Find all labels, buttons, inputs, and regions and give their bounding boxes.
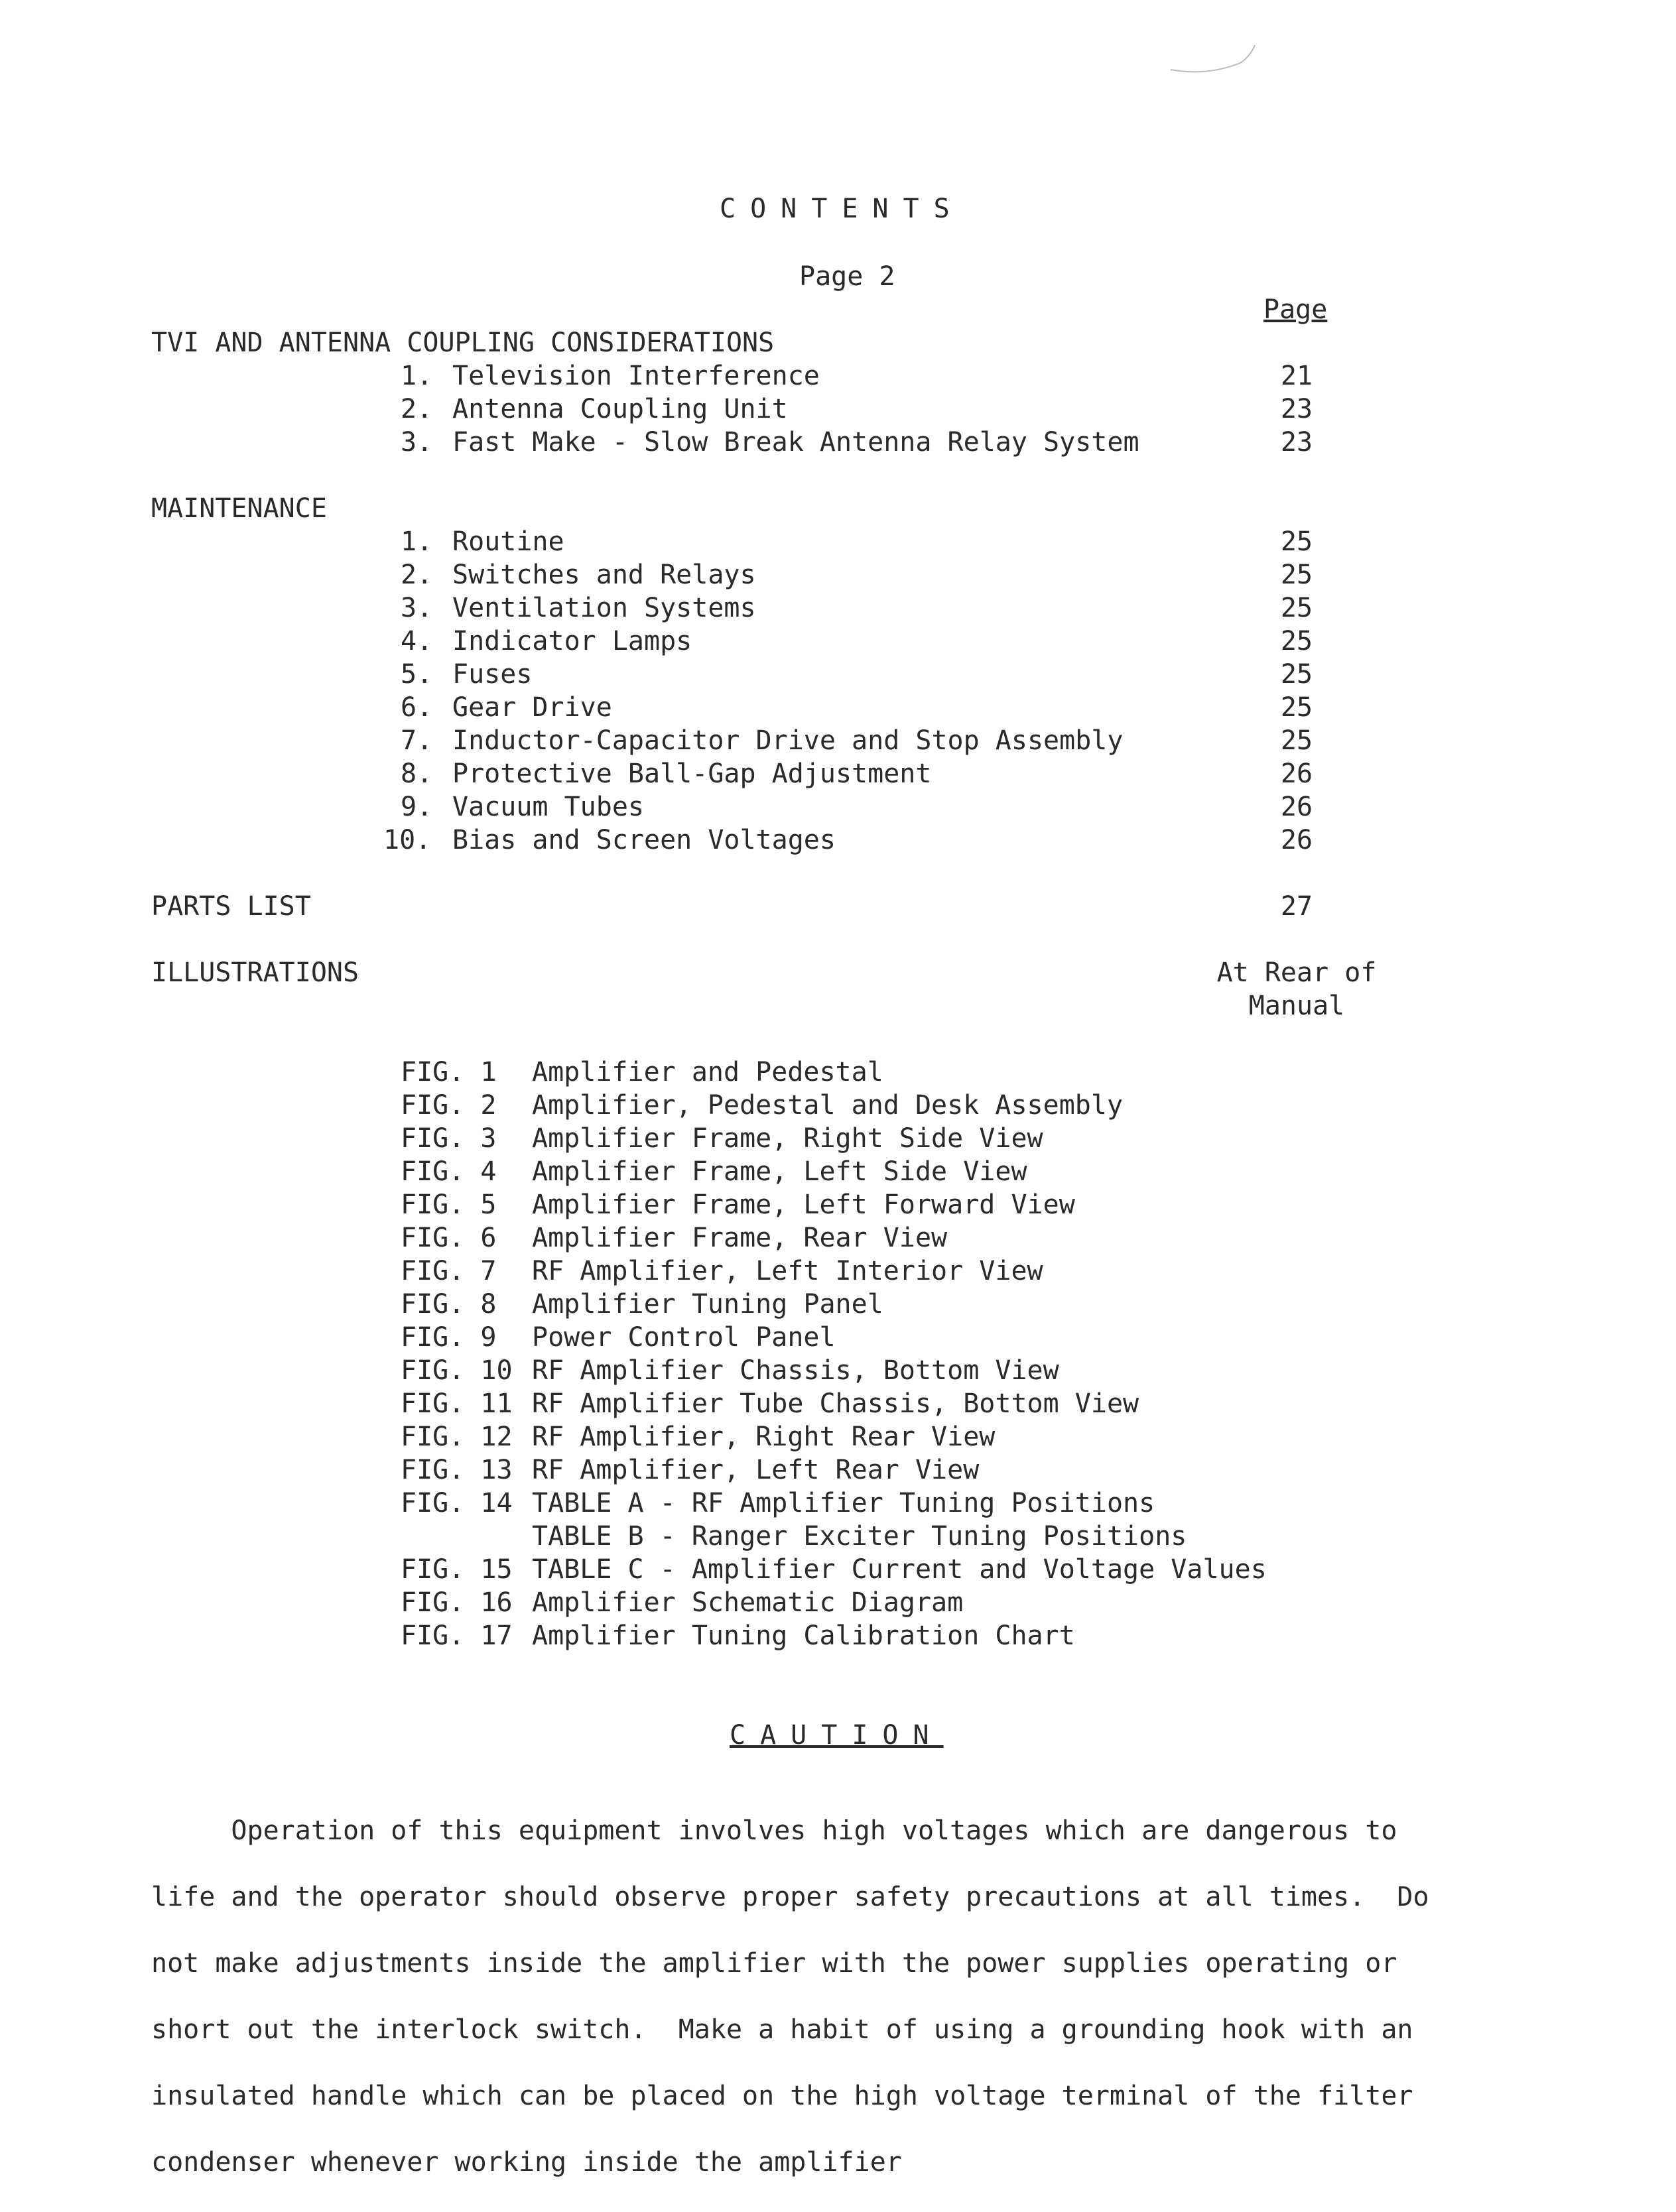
figure-title: RF Amplifier Tube Chassis, Bottom View [532,1388,1139,1419]
toc-item-number: 9. [401,792,433,822]
caution-line: short out the interlock switch. Make a habit of using a grounding hook with an [151,2014,1413,2045]
toc-item-number: 4. [401,626,433,656]
toc-item-page: 23 [1280,394,1313,424]
toc-item-page: 25 [1280,593,1313,623]
toc-item-number: 1. [401,526,433,557]
figure-label: FIG. 7 [401,1256,497,1286]
figure-label: FIG. 14 [401,1488,513,1518]
caution-line: Operation of this equipment involves high voltages which are dangerous to [151,1815,1397,1846]
illustrations-heading: ILLUSTRATIONS [151,957,359,988]
toc-item-number: 5. [401,659,433,690]
toc-item-number: 2. [401,560,433,590]
figure-title: Amplifier and Pedestal [532,1057,883,1087]
scan-mark-icon [1167,40,1260,86]
toc-item-page: 25 [1280,626,1313,656]
figure-title: Amplifier Frame, Left Forward View [532,1190,1075,1220]
illustrations-location-line1: At Rear of [1216,957,1377,988]
figure-label: FIG. 5 [401,1190,497,1220]
caution-line: life and the operator should observe proper safety precautions at all times. Do [151,1882,1429,1912]
figure-label: FIG. 16 [401,1587,513,1618]
toc-item-page: 21 [1280,361,1313,391]
toc-item-number: 3. [401,593,433,623]
caution-line: insulated handle which can be placed on the high voltage terminal of the filter [151,2081,1413,2111]
toc-item-text: Fuses [452,659,533,690]
parts-list-page: 27 [1280,891,1313,922]
toc-item-text: Fast Make - Slow Break Antenna Relay System [452,427,1139,458]
toc-item-text: Protective Ball-Gap Adjustment [452,759,932,789]
toc-item-number: 2. [401,394,433,424]
figure-label: FIG. 3 [401,1123,497,1154]
toc-item-text: Antenna Coupling Unit [452,394,788,424]
parts-list-heading: PARTS LIST [151,891,311,922]
figure-title: Amplifier Frame, Left Side View [532,1156,1027,1187]
toc-item-page: 25 [1280,725,1313,756]
figure-label: FIG. 9 [401,1322,497,1353]
figure-label: FIG. 1 [401,1057,497,1087]
figure-title: Amplifier Frame, Right Side View [532,1123,1043,1154]
figure-title: TABLE B - Ranger Exciter Tuning Positions [532,1521,1187,1552]
figure-label: FIG. 6 [401,1223,497,1253]
toc-item-number: 10. [383,825,432,855]
figure-label: FIG. 12 [401,1422,513,1452]
toc-item-page: 25 [1280,692,1313,723]
toc-item-text: Bias and Screen Voltages [452,825,836,855]
figure-title: RF Amplifier, Right Rear View [532,1422,996,1452]
section-heading-tvi: TVI AND ANTENNA COUPLING CONSIDERATIONS [151,328,775,358]
figure-label: FIG. 2 [401,1090,497,1121]
toc-item-text: Ventilation Systems [452,593,756,623]
toc-item-page: 25 [1280,659,1313,690]
figure-title: TABLE C - Amplifier Current and Voltage Values [532,1554,1267,1585]
figure-title: TABLE A - RF Amplifier Tuning Positions [532,1488,1155,1518]
figure-title: Amplifier Frame, Rear View [532,1223,948,1253]
figure-label: FIG. 13 [401,1455,513,1485]
toc-item-text: Gear Drive [452,692,612,723]
toc-item-text: Switches and Relays [452,560,756,590]
section-heading-maintenance: MAINTENANCE [151,493,327,524]
figure-title: RF Amplifier, Left Rear View [532,1455,980,1485]
figure-title: Amplifier Schematic Diagram [532,1587,964,1618]
toc-item-page: 26 [1280,825,1313,855]
caution-title: CAUTION [730,1720,944,1751]
toc-item-page: 25 [1280,560,1313,590]
caution-line: condenser whenever working inside the amplifier [151,2147,902,2178]
illustrations-location-line2: Manual [1248,991,1345,1021]
figure-title: Amplifier, Pedestal and Desk Assembly [532,1090,1124,1121]
figure-label: FIG. 4 [401,1156,497,1187]
figure-label: FIG. 17 [401,1621,513,1651]
figure-title: RF Amplifier Chassis, Bottom View [532,1355,1059,1386]
figure-label: FIG. 8 [401,1289,497,1320]
figure-label: FIG. 10 [401,1355,513,1386]
toc-item-text: Inductor-Capacitor Drive and Stop Assembly [452,725,1124,756]
figure-label: FIG. 11 [401,1388,513,1419]
toc-item-page: 26 [1280,759,1313,789]
figure-label: FIG. 15 [401,1554,513,1585]
page-column-heading: Page [1263,294,1328,325]
page-subtitle: Page 2 [799,261,895,292]
toc-item-page: 25 [1280,526,1313,557]
figure-title: RF Amplifier, Left Interior View [532,1256,1043,1286]
toc-item-page: 23 [1280,427,1313,458]
toc-item-number: 1. [401,361,433,391]
toc-item-number: 6. [401,692,433,723]
toc-item-text: Routine [452,526,564,557]
figure-title: Amplifier Tuning Calibration Chart [532,1621,1075,1651]
toc-item-text: Television Interference [452,361,820,391]
toc-item-page: 26 [1280,792,1313,822]
toc-item-number: 3. [401,427,433,458]
toc-item-number: 8. [401,759,433,789]
figure-title: Amplifier Tuning Panel [532,1289,883,1320]
toc-item-text: Vacuum Tubes [452,792,644,822]
page-title: CONTENTS [720,194,964,224]
toc-item-number: 7. [401,725,433,756]
caution-paragraph [151,1781,1504,2212]
caution-line: not make adjustments inside the amplifier with the power supplies operating or [151,1948,1397,1979]
figure-title: Power Control Panel [532,1322,836,1353]
toc-item-text: Indicator Lamps [452,626,692,656]
